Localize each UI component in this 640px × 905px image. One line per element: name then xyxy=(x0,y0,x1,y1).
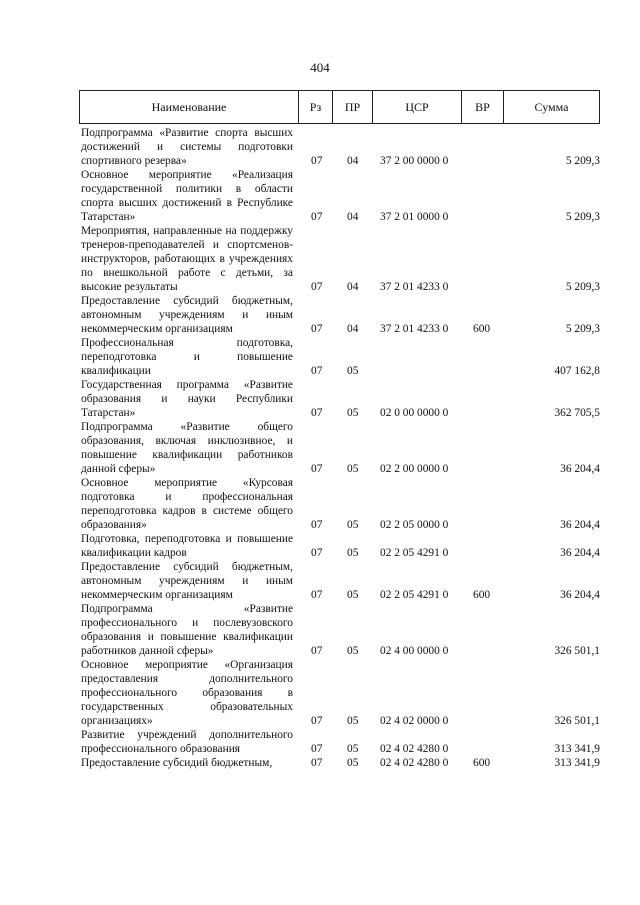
cell-csr: 02 4 02 4280 0 xyxy=(380,743,449,755)
cell-pr: 05 xyxy=(347,743,359,755)
table-row xyxy=(79,336,600,378)
cell-csr: 37 2 01 4233 0 xyxy=(380,323,449,335)
cell-sum: 326 501,1 xyxy=(554,645,600,657)
cell-sum: 5 209,3 xyxy=(565,281,600,293)
cell-sum: 326 501,1 xyxy=(554,715,600,727)
cell-sum: 362 705,5 xyxy=(554,407,600,419)
header-pr: ПР xyxy=(333,91,373,123)
cell-name: Профессиональная подготовка, переподготовка и повышение квалификации xyxy=(81,337,293,377)
cell-name: Основное мероприятие «Реализация государственной политики в области спорта высших достижений в Республике Татарстан» xyxy=(81,169,293,223)
cell-sum: 36 204,4 xyxy=(560,589,600,601)
cell-pr: 04 xyxy=(347,211,359,223)
cell-pr: 05 xyxy=(347,365,359,377)
cell-pr: 04 xyxy=(347,281,359,293)
header-vr: ВР xyxy=(462,91,504,123)
table-row xyxy=(79,378,600,420)
cell-name: Предоставление субсидий бюджетным, автономным учреждениям и иным некоммерческим организациям xyxy=(81,561,293,601)
cell-sum: 5 209,3 xyxy=(565,323,600,335)
cell-rz: 07 xyxy=(311,547,323,559)
cell-name: Мероприятия, направленные на поддержку тренеров-преподавателей и спортсменов-инструкторов, работающих в учреждениях по внешкольной работе с детьми, за высокие результаты xyxy=(81,225,293,293)
cell-rz: 07 xyxy=(311,365,323,377)
cell-sum: 36 204,4 xyxy=(560,463,600,475)
cell-rz: 07 xyxy=(311,589,323,601)
table-row xyxy=(79,728,600,756)
cell-sum: 313 341,9 xyxy=(554,757,600,769)
cell-pr: 05 xyxy=(347,519,359,531)
cell-name: Государственная программа «Развитие образования и науки Республики Татарстан» xyxy=(81,379,293,419)
table-row xyxy=(79,294,600,336)
cell-name: Основное мероприятие «Курсовая подготовка и профессиональная переподготовка кадров в системе общего образования» xyxy=(81,477,293,531)
cell-rz: 07 xyxy=(311,323,323,335)
cell-pr: 05 xyxy=(347,463,359,475)
table-header xyxy=(79,90,600,124)
cell-vr: 600 xyxy=(473,757,491,769)
cell-pr: 05 xyxy=(347,547,359,559)
cell-sum: 5 209,3 xyxy=(565,211,600,223)
cell-pr: 05 xyxy=(347,757,359,769)
cell-csr: 02 2 05 4291 0 xyxy=(380,589,449,601)
table-row xyxy=(79,126,600,168)
cell-vr: 600 xyxy=(473,589,491,601)
cell-name: Подготовка, переподготовка и повышение квалификации кадров xyxy=(81,533,293,559)
cell-pr: 04 xyxy=(347,155,359,167)
cell-rz: 07 xyxy=(311,281,323,293)
header-name: Наименование xyxy=(80,91,299,123)
table-row xyxy=(79,224,600,294)
cell-csr: 02 4 02 0000 0 xyxy=(380,715,449,727)
cell-rz: 07 xyxy=(311,645,323,657)
cell-pr: 05 xyxy=(347,589,359,601)
page-number: 404 xyxy=(310,60,330,75)
cell-rz: 07 xyxy=(311,715,323,727)
header-sum: Сумма xyxy=(534,100,569,114)
cell-rz: 07 xyxy=(311,743,323,755)
cell-name: Развитие учреждений дополнительного профессионального образования xyxy=(81,729,293,755)
cell-vr: 600 xyxy=(473,323,491,335)
cell-sum: 36 204,4 xyxy=(560,519,600,531)
cell-pr: 05 xyxy=(347,645,359,657)
cell-csr: 02 4 02 4280 0 xyxy=(380,757,449,769)
cell-sum: 5 209,3 xyxy=(565,155,600,167)
cell-csr: 02 4 00 0000 0 xyxy=(380,645,449,657)
cell-name: Предоставление субсидий бюджетным, xyxy=(81,757,273,769)
cell-csr: 02 0 00 0000 0 xyxy=(380,407,449,419)
table-row xyxy=(79,532,600,560)
cell-name: Основное мероприятие «Организация предоставления дополнительного профессионального образования в государственных образовательных организациях» xyxy=(81,659,293,727)
cell-pr: 05 xyxy=(347,715,359,727)
cell-name: Предоставление субсидий бюджетным, автономным учреждениям и иным некоммерческим организациям xyxy=(81,295,293,335)
cell-csr: 02 2 00 0000 0 xyxy=(380,463,449,475)
header-csr: ЦСР xyxy=(373,91,462,123)
cell-rz: 07 xyxy=(311,407,323,419)
cell-name: Подпрограмма «Развитие общего образования, включая инклюзивное, и повышение квалификации работников данной сферы» xyxy=(81,421,293,475)
cell-name: Подпрограмма «Развитие профессионального и послевузовского образования и повышение квалификации работников данной сферы» xyxy=(81,603,293,657)
table-row xyxy=(79,420,600,476)
cell-csr: 37 2 01 0000 0 xyxy=(380,211,449,223)
cell-sum: 407 162,8 xyxy=(554,365,600,377)
cell-rz: 07 xyxy=(311,757,323,769)
cell-csr: 02 2 05 0000 0 xyxy=(380,519,449,531)
table-body xyxy=(79,126,600,770)
table-row xyxy=(79,560,600,602)
cell-rz: 07 xyxy=(311,519,323,531)
table-row xyxy=(79,476,600,532)
table-row xyxy=(79,168,600,224)
cell-csr: 37 2 01 4233 0 xyxy=(380,281,449,293)
cell-csr: 37 2 00 0000 0 xyxy=(380,155,449,167)
cell-pr: 04 xyxy=(347,323,359,335)
cell-rz: 07 xyxy=(311,211,323,223)
cell-sum: 313 341,9 xyxy=(554,743,600,755)
cell-rz: 07 xyxy=(311,155,323,167)
cell-name: Подпрограмма «Развитие спорта высших достижений и системы подготовки спортивного резерва» xyxy=(81,127,293,167)
table-row xyxy=(79,756,600,770)
cell-sum: 36 204,4 xyxy=(560,547,600,559)
cell-rz: 07 xyxy=(311,463,323,475)
table-row xyxy=(79,602,600,658)
cell-csr: 02 2 05 4291 0 xyxy=(380,547,449,559)
header-rz: Рз xyxy=(299,91,333,123)
cell-pr: 05 xyxy=(347,407,359,419)
table-row xyxy=(79,658,600,728)
